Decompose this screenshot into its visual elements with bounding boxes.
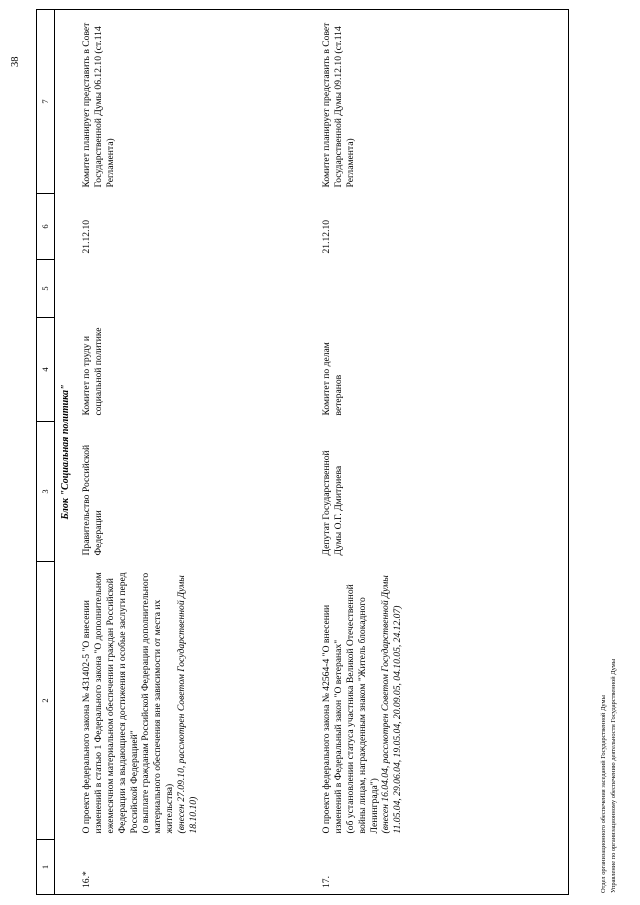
column-number-6: 6	[37, 194, 55, 260]
column-number-1: 1	[37, 840, 55, 895]
footer-line-2: Управление по организационному обеспечению деятельности Государственной Думы	[610, 658, 618, 893]
committee-plan: Комитет планирует представить в Совет Государственной Думы 09.12.10 (ст.114 Регламента)	[321, 22, 356, 188]
column-numbers-row	[37, 10, 55, 895]
committee-plan: Комитет планирует представить в Совет Государственной Думы 06.12.10 (ст.114 Регламента)	[81, 22, 116, 188]
row-number: 17.	[321, 876, 332, 888]
bill-submission-note: (внесен 27.09.10, рассмотрен Советом Государственной Думы 18.10.10)	[176, 575, 200, 834]
bill-title: О проекте федерального закона № 42564-4 "О внесении изменений в Федеральный закон "О ветеранах"	[321, 604, 344, 834]
column-number-2: 2	[37, 562, 55, 840]
bill-description	[318, 562, 568, 840]
bill-subtitle: (об установлении статуса участника Великой Отечественной войны лицам, награжденным знаком "Житель блокадного Ленинграда")	[344, 584, 380, 834]
responsible-committee: Комитет по труду и социальной политике	[81, 327, 104, 416]
section-header: Блок "Социальная политика"	[60, 384, 71, 520]
row-number: 16.*	[81, 871, 92, 888]
bill-description	[78, 562, 318, 840]
table-row	[78, 10, 318, 895]
column-number-7: 7	[37, 10, 55, 194]
bills-table	[36, 9, 569, 895]
consideration-date: 21.12.10	[321, 219, 332, 254]
co-committee	[78, 260, 318, 318]
initiator: Правительство Российской Федерации	[81, 444, 104, 556]
consideration-date: 21.12.10	[81, 219, 92, 254]
responsible-committee: Комитет по делам ветеранов	[321, 342, 344, 416]
page-number: 38	[10, 56, 21, 67]
table-row	[318, 10, 568, 895]
section-header-row	[55, 10, 79, 895]
footer	[599, 659, 620, 893]
co-committee	[318, 260, 568, 318]
bill-subtitle: (о выплате гражданам Российской Федерации дополнительного материального обеспечения вне зависимости от места их жительства)	[140, 572, 176, 834]
column-number-4: 4	[37, 318, 55, 422]
column-number-5: 5	[37, 260, 55, 318]
column-number-3: 3	[37, 422, 55, 562]
initiator: Депутат Государственной Думы О.Г. Дмитриева	[321, 450, 344, 556]
footer-line-1: Отдел организационного обеспечения заседаний Государственной Думы	[600, 695, 607, 893]
bill-title: О проекте федерального закона № 431402-5 "О внесении изменений в статью 1 Федерального закона "О дополнительном ежемесячном материальном обеспечении граждан Российской Федерации за выдающиеся достижения и особые заслуги перед Российской Федерацией"	[81, 572, 140, 834]
bill-submission-note: (внесен 16.04.04, рассмотрен Советом Государственной Думы 11.05.04, 29.06.04, 19.05.04, 20.09.05, 04.10.05, 24.12.07)	[380, 575, 404, 834]
